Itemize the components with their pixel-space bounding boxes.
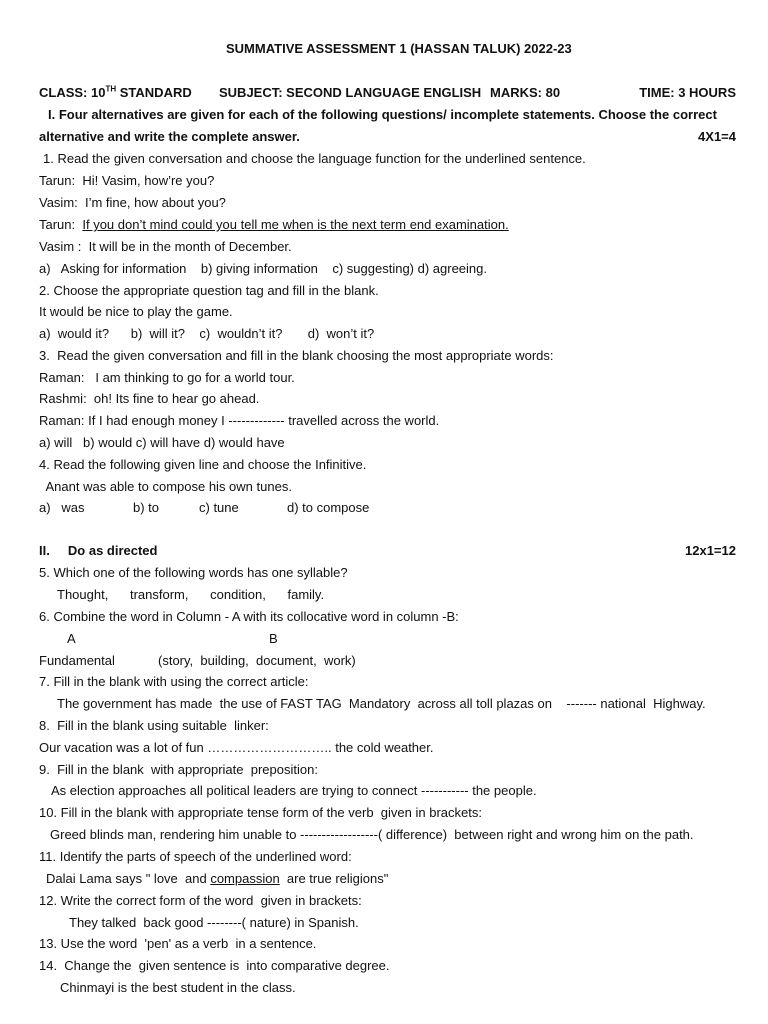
q12-question: 12. Write the correct form of the word given in brackets:: [39, 893, 362, 908]
q6-word: Fundamental: [39, 653, 115, 668]
q7-sentence: The government has made the use of FAST TAG Mandatory across all toll plazas on ------- national Highway.: [57, 696, 706, 711]
q3-line1: Raman: I am thinking to go for a world tour.: [39, 370, 295, 385]
q4-option-a: a) was: [39, 500, 85, 515]
q1-options: a) Asking for information b) giving information c) suggesting) d) agreeing.: [39, 261, 487, 276]
q10-sentence: Greed blinds man, rendering him unable to ------------------( difference) between right and wrong him on the path.: [50, 827, 694, 842]
q3-line3: Raman: If I had enough money I ------------- travelled across the world.: [39, 413, 440, 428]
q2-question: 2. Choose the appropriate question tag and fill in the blank.: [39, 283, 379, 298]
q4-option-d: d) to compose: [287, 500, 370, 515]
q4-question: 4. Read the following given line and choose the Infinitive.: [39, 457, 367, 472]
time-info: TIME: 3 HOURS: [639, 85, 736, 100]
q1-line3: Tarun: If you don’t mind could you tell me when is the next term end examination.: [39, 217, 509, 232]
q5-question: 5. Which one of the following words has one syllable?: [39, 565, 348, 580]
q1-line1: Tarun: Hi! Vasim, how’re you?: [39, 173, 215, 188]
q11-underlined-word: compassion: [210, 871, 280, 886]
q3-line2: Rashmi: oh! Its fine to hear go ahead.: [39, 391, 260, 406]
q4-option-c: c) tune: [199, 500, 239, 515]
q6-column-a-label: A: [67, 631, 76, 646]
section-1-heading-line2: alternative and write the complete answer.: [39, 129, 300, 144]
q8-sentence: Our vacation was a lot of fun ……………………….. the cold weather.: [39, 740, 434, 755]
q14-question: 14. Change the given sentence is into comparative degree.: [39, 958, 390, 973]
q9-sentence: As election approaches all political leaders are trying to connect ----------- the people.: [51, 783, 537, 798]
q5-words: Thought, transform, condition, family.: [57, 587, 325, 602]
paper-title: SUMMATIVE ASSESSMENT 1 (HASSAN TALUK) 2022-23: [226, 41, 572, 56]
q2-options: a) would it? b) will it? c) wouldn’t it? d) won’t it?: [39, 326, 375, 341]
q11-sentence: Dalai Lama says " love and compassion are true religions": [46, 871, 389, 886]
q1-question: 1. Read the given conversation and choose the language function for the underlined sentence.: [43, 151, 586, 166]
q1-line4: Vasim : It will be in the month of December.: [39, 239, 292, 254]
section-2-heading: II. Do as directed: [39, 543, 158, 558]
q1-underlined-sentence: If you don’t mind could you tell me when is the next term end examination.: [82, 217, 509, 232]
section-1-marks: 4X1=4: [698, 129, 736, 144]
q4-sentence: Anant was able to compose his own tunes.: [39, 479, 292, 494]
q9-question: 9. Fill in the blank with appropriate preposition:: [39, 762, 318, 777]
marks-info: MARKS: 80: [490, 85, 561, 100]
q6-column-b-label: B: [269, 631, 278, 646]
section-2-marks: 12x1=12: [685, 543, 736, 558]
q3-options: a) will b) would c) will have d) would have: [39, 435, 285, 450]
q11-question: 11. Identify the parts of speech of the underlined word:: [39, 849, 352, 864]
q1-line2: Vasim: I’m fine, how about you?: [39, 195, 226, 210]
q7-question: 7. Fill in the blank with using the correct article:: [39, 674, 309, 689]
q14-sentence: Chinmayi is the best student in the class.: [60, 980, 296, 995]
subject-info: SUBJECT: SECOND LANGUAGE ENGLISH: [219, 85, 482, 100]
class-info: CLASS: 10TH STANDARD: [39, 84, 192, 100]
q4-option-b: b) to: [133, 500, 160, 515]
q12-sentence: They talked back good --------( nature) in Spanish.: [69, 915, 359, 930]
q13-question: 13. Use the word 'pen' as a verb in a sentence.: [39, 936, 317, 951]
q6-question: 6. Combine the word in Column - A with its collocative word in column -B:: [39, 609, 459, 624]
q8-question: 8. Fill in the blank using suitable linker:: [39, 718, 269, 733]
section-1-heading-line1: I. Four alternatives are given for each of the following questions/ incomplete statements. Choose the correct: [48, 107, 717, 122]
q6-choices: (story, building, document, work): [158, 653, 356, 668]
q10-question: 10. Fill in the blank with appropriate tense form of the verb given in brackets:: [39, 805, 482, 820]
q2-sentence: It would be nice to play the game.: [39, 304, 233, 319]
q3-question: 3. Read the given conversation and fill in the blank choosing the most appropriate words:: [39, 348, 554, 363]
